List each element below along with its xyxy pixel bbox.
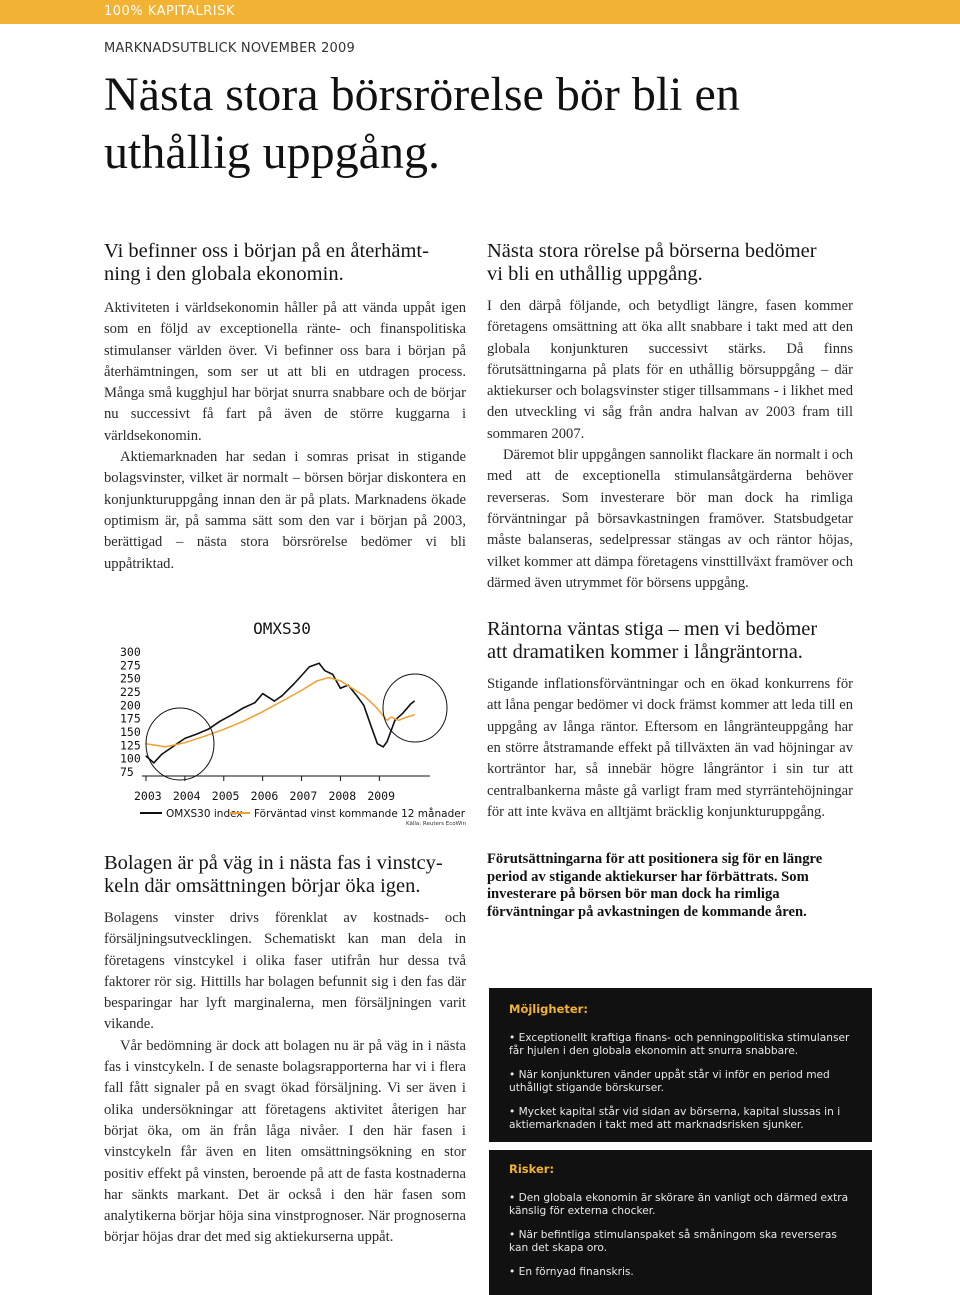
left-heading-2-line-1: Bolagen är på väg in i nästa fas i vinstcy- (104, 852, 443, 874)
opportunity-item: • Mycket kapital står vid sidan av börserna, kapital slussas in i aktiemarknaden i takt med att marknadsrisken sjunker. (509, 1106, 852, 1132)
left-para-3: Bolagens vinster drivs förenklat av kostnads- och försäljningsutvecklingen. Schematiskt kan man dela in företagens vinstcykel i olika faser utifrån hur dessa två faktorer rör sig. Hittills har bolagen befunnit sig i den fas där besparingar har lyft marginalerna, men försäljningen varit vikande. (104, 910, 466, 1033)
right-heading-1-line-2: vi bli en uthållig uppgång. (487, 263, 703, 285)
right-heading-2 (487, 618, 853, 664)
point-forecast (184, 742, 185, 743)
point-forecast (340, 680, 341, 681)
y-tick-label: 150 (120, 725, 141, 739)
point-omxs30 (414, 701, 415, 702)
point-omxs30 (387, 741, 388, 742)
point-omxs30 (145, 755, 146, 756)
left-column-bottom (104, 852, 466, 1249)
left-para-2: Aktiemarknaden har sedan i somras prisat in stigande bolagsvinster, vilket är normalt – börsen börjar diskontera en konjunkturuppgång innan den är på plats. Marknadens ökade optimism är, på samma sätt som den var i början på 2003, berättigad – nästa stora börsrörelse bedömer vi bli uppåtriktad. (104, 449, 466, 572)
point-omxs30 (355, 694, 356, 695)
point-omxs30 (274, 701, 275, 702)
point-omxs30 (363, 705, 364, 706)
left-heading-1-line-1: Vi befinner oss i början på en återhämt- (104, 240, 429, 262)
top-band (0, 0, 960, 24)
right-heading-1-line-1: Nästa stora rörelse på börserna bedömer (487, 240, 817, 262)
point-forecast (165, 746, 166, 747)
point-omxs30 (340, 688, 341, 689)
point-omxs30 (371, 727, 372, 728)
annotation-circle-2009 (383, 674, 447, 742)
y-tick-label: 200 (120, 698, 141, 713)
right-para-2: Däremot blir uppgången sannolikt flackare än normalt i och med att de exceptionella stimulansåtgärderna behöver reverseras. Som investerare bör man dock ha rimliga förväntningar på börsavkastningen framöver. Statsbudgetar måste balanseras, sedelpressar stängas av och räntor höjas, vilket kommer att dämpa företagens vinsttillväxt framöver och därmed även utrymmet för börsens uppgång. (487, 447, 853, 591)
kicker: MARKNADSUTBLICK NOVEMBER 2009 (104, 41, 355, 56)
point-forecast (387, 720, 388, 721)
right-heading-1 (487, 240, 853, 286)
risk-item: • Den globala ekonomin är skörare än vanligt och därmed extra känslig för externa chocker. (509, 1192, 852, 1218)
point-omxs30 (231, 714, 232, 715)
point-omxs30 (254, 702, 255, 703)
x-tick-label: 2003 (134, 789, 162, 803)
point-forecast (375, 706, 376, 707)
point-forecast (328, 677, 329, 678)
x-tick-label: 2007 (289, 789, 318, 803)
y-tick-label: 100 (120, 751, 141, 766)
point-omxs30 (309, 666, 310, 667)
point-omxs30 (319, 663, 320, 664)
chart-title: OMXS30 (253, 619, 311, 638)
point-omxs30 (169, 749, 170, 750)
y-tick-label: 225 (120, 685, 141, 699)
y-tick-label: 300 (120, 645, 141, 659)
opportunity-item: • När konjunkturen vänder uppåt står vi inför en period med uthålligt stigande börskurser. (509, 1069, 852, 1095)
opportunities-list (509, 1032, 852, 1132)
point-omxs30 (301, 675, 302, 676)
x-tick-label: 2006 (250, 789, 279, 803)
y-tick-label: 275 (120, 658, 141, 673)
point-forecast (363, 695, 364, 696)
risk-item: • En förnyad finanskris. (509, 1266, 852, 1279)
right-column (487, 240, 853, 921)
legend-label-forecast: Förväntad vinst kommande 12 månader (254, 808, 466, 820)
point-forecast (317, 680, 318, 681)
point-omxs30 (262, 693, 263, 694)
left-heading-1 (104, 240, 466, 286)
point-forecast (204, 736, 205, 737)
left-heading-2 (104, 852, 466, 898)
left-heading-1-line-2: ning i den globala ekonomin. (104, 263, 344, 285)
left-column-top (104, 240, 466, 575)
point-omxs30 (219, 721, 220, 722)
point-forecast (414, 714, 415, 715)
x-tick-label: 2005 (211, 789, 240, 803)
point-forecast (406, 717, 407, 718)
y-tick-label: 125 (120, 738, 141, 753)
point-omxs30 (196, 734, 197, 735)
risks-box (489, 1150, 872, 1295)
point-omxs30 (208, 729, 209, 730)
point-omxs30 (293, 683, 294, 684)
right-heading-2-line-2: att dramatiken kommer i långräntorna. (487, 641, 803, 664)
point-omxs30 (153, 762, 154, 763)
left-heading-2-line-2: keln där omsättningen börjar öka igen. (104, 875, 421, 897)
point-omxs30 (324, 670, 325, 671)
legend-label-omxs30: OMXS30 index (166, 808, 243, 820)
point-forecast (243, 721, 244, 722)
opportunities-heading: Möjligheter: (509, 1002, 588, 1016)
point-omxs30 (402, 713, 403, 714)
left-para-4: Vår bedömning är dock att bolagen nu är på väg in i nästa fas i vinstcykeln. I de senaste bolagsrapporterna har vi i flera fall fått signaler på en svagt ökad försäljning. Vi ser även i olika undersökningar att företagens aktivitet återigen har börjat öka, om än från låga nivåer. I den här fasen i vinstcykeln får även en liten omsättningsökning en stor positiv effekt på vinsten, beroende på att de fasta kostnaderna har sänkts markant. Det är också i den här fasen som analytikerna börjar höja sina vinstprognoser. När prognoserna börjar höjas drar det med sig aktiekurserna uppåt. (104, 1037, 466, 1246)
title-line-2: uthållig uppgång. (104, 126, 440, 179)
point-omxs30 (377, 743, 378, 744)
point-forecast (352, 688, 353, 689)
opportunities-box (489, 988, 872, 1142)
chart-svg (104, 612, 474, 834)
point-forecast (262, 711, 263, 712)
risks-list (509, 1192, 852, 1279)
band-label: 100% KAPITALRISK (104, 4, 235, 19)
point-forecast (223, 729, 224, 730)
point-forecast (398, 720, 399, 721)
left-para-1: Aktiviteten i världsekonomin håller på att vända uppåt igen som en följd av exceptionella ränte- och finanspolitiska stimulanser världen över. Vi befinner oss bara i början på återhämtningen, som ser ut att bli en utdragen process. Många små kugghjul har börjat snurra snabbare och de börjar nu successivt få fart på även de större kuggarna i världsekonomin. (104, 300, 466, 444)
right-para-1: I den därpå följande, och betydligt längre, fasen kommer företagens omsättning att öka allt snabbare i takt med att den globala konjunkturen successivt stärks. Då finns förutsättningarna på plats för en uthållig börsuppgång – där aktiekurser och bolagsvinster stiger tillsammans - i likhet med den utveckling vi såg från andra halvan av 2003 fram till sommaren 2007. (487, 298, 853, 442)
y-tick-label: 250 (120, 671, 141, 686)
series-line-omxs30 (146, 663, 414, 763)
right-heading-2-line-1: Räntorna väntas stiga – men vi bedömer (487, 618, 818, 641)
x-tick-label: 2009 (367, 789, 396, 803)
risk-item: • När befintliga stimulanspaket så småningom ska reverseras kan det skapa oro. (509, 1229, 852, 1255)
risks-heading: Risker: (509, 1162, 555, 1176)
point-omxs30 (184, 738, 185, 739)
x-tick-label: 2008 (328, 789, 357, 803)
chart-source: Källa: Reuters EcoWin (406, 821, 466, 827)
point-forecast (390, 717, 391, 718)
point-omxs30 (282, 695, 283, 696)
point-forecast (282, 701, 283, 702)
omxs30-chart (104, 612, 474, 834)
point-omxs30 (161, 754, 162, 755)
point-omxs30 (243, 707, 244, 708)
right-bold-summary: Förutsättningarna för att positionera sig för en längre period av stigande aktiekurser har förbättrats. Som investerare på börsen bör man dock ha rimliga förväntningar på avkastningen de kommande åren. (487, 851, 823, 920)
point-forecast (301, 690, 302, 691)
point-omxs30 (383, 746, 384, 747)
point-omxs30 (394, 720, 395, 721)
title-line-1: Nästa stora börsrörelse bör bli en (104, 68, 740, 121)
opportunity-item: • Exceptionellt kraftiga finans- och penningpolitiska stimulanser får hjulen i den globala ekonomin att snurra snabbare. (509, 1032, 852, 1058)
page-title (104, 66, 924, 182)
x-tick-label: 2004 (172, 789, 201, 803)
y-tick-label: 75 (120, 765, 134, 779)
point-omxs30 (332, 674, 333, 675)
y-tick-label: 175 (120, 711, 141, 726)
right-para-3: Stigande inflationsförväntningar och en ökad konkurrens för att låna pengar bedömer vi dock främst kommer att leda till en uppgång av långa räntor. Eftersom en långränteuppgång har en större åtstramande effekt på tillväxten än vad höjningar av korträntor har, så innebär högre långräntor i sin tur att centralbankerna måste gå varligt fram med styrräntehöjningar för att inte kväva en alltjämt bräcklig konjunkturuppgång. (487, 676, 853, 820)
point-omxs30 (410, 704, 411, 705)
